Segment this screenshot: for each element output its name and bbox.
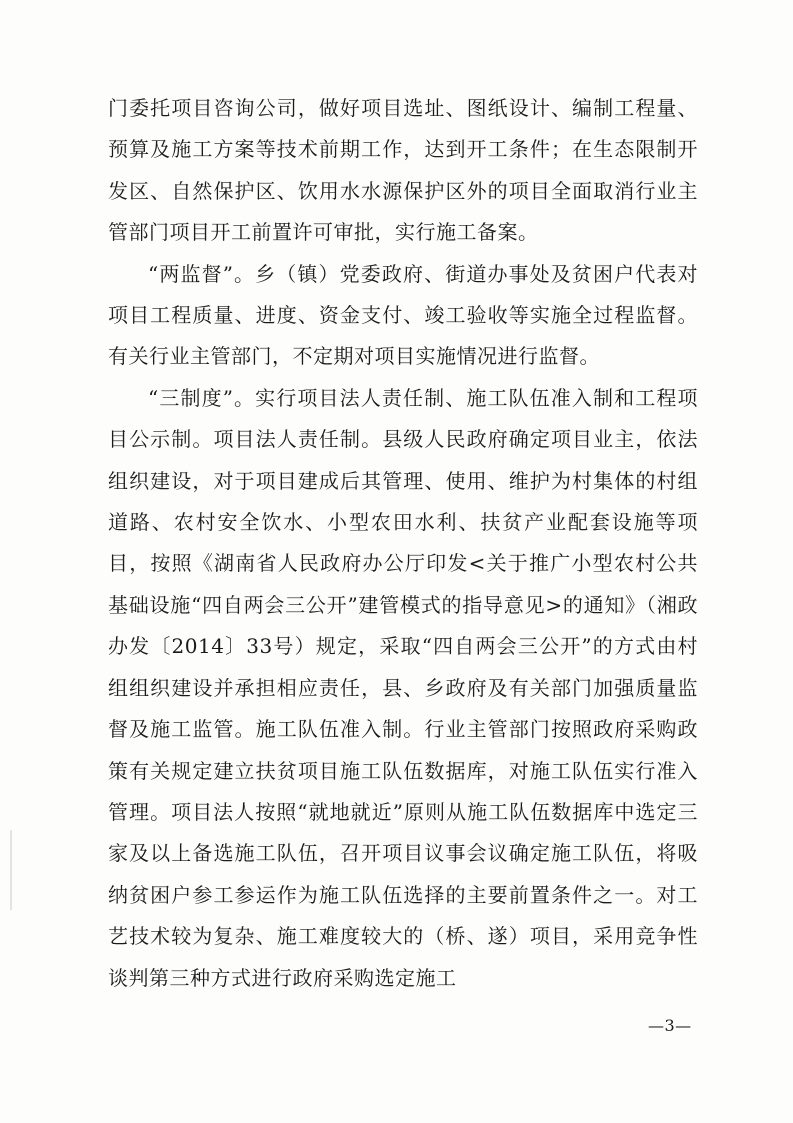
paragraph-continuation: 门委托项目咨询公司，做好项目选址、图纸设计、编制工程量、预算及施工方案等技术前期工作，达到开工条件；在生态限制开发区、自然保护区、饮用水水源保护区外的项目全面取消行业主管部门项目开工前置许可审批，实行施工备案。 xyxy=(108,96,698,245)
paragraph-three-systems: “三制度”。实行项目法人责任制、施工队伍准入制和工程项目公示制。项目法人责任制。县级人民政府确定项目业主，依法组织建设，对于项目建成后其管理、使用、维护为村集体的村组道路、农村安全饮水、小型农田水利、扶贫产业配套设施等项目，按照《湖南省人民政府办公厅印发<关于推广小型农村公共基础设施“四自两会三公开”建管模式的指导意见>的通知》（湘政办发〔2014〕33号）规定，采取“四自两会三公开”的方式由村组组织建设并承担相应责任，县、乡政府及有关部门加强质量监督及施工监管。施工队伍准入制。行业主管部门按照政府采购政策有关规定建立扶贫项目施工队伍数据库，对施工队伍实行准入管理。项目法人按照“就地就近”原则从施工队伍数据库中选定三家及以上备选施工队伍，召开项目议事会议确定施工队伍，将吸纳贫困户参工参运作为施工队伍选择的主要前置条件之一。对工艺技术较为复杂、施工难度较大的（桥、遂）项目，采用竞争性谈判第三种方式进行政府采购选定施工 xyxy=(108,385,698,990)
document-body xyxy=(108,88,698,999)
paragraph-two-supervision: “两监督”。乡（镇）党委政府、街道办事处及贫困户代表对项目工程质量、进度、资金支付、竣工验收等实施全过程监督。有关行业主管部门，不定期对项目实施情况进行监督。 xyxy=(108,261,698,369)
scan-edge-mark xyxy=(10,830,12,910)
page-number: —3— xyxy=(648,1016,692,1035)
